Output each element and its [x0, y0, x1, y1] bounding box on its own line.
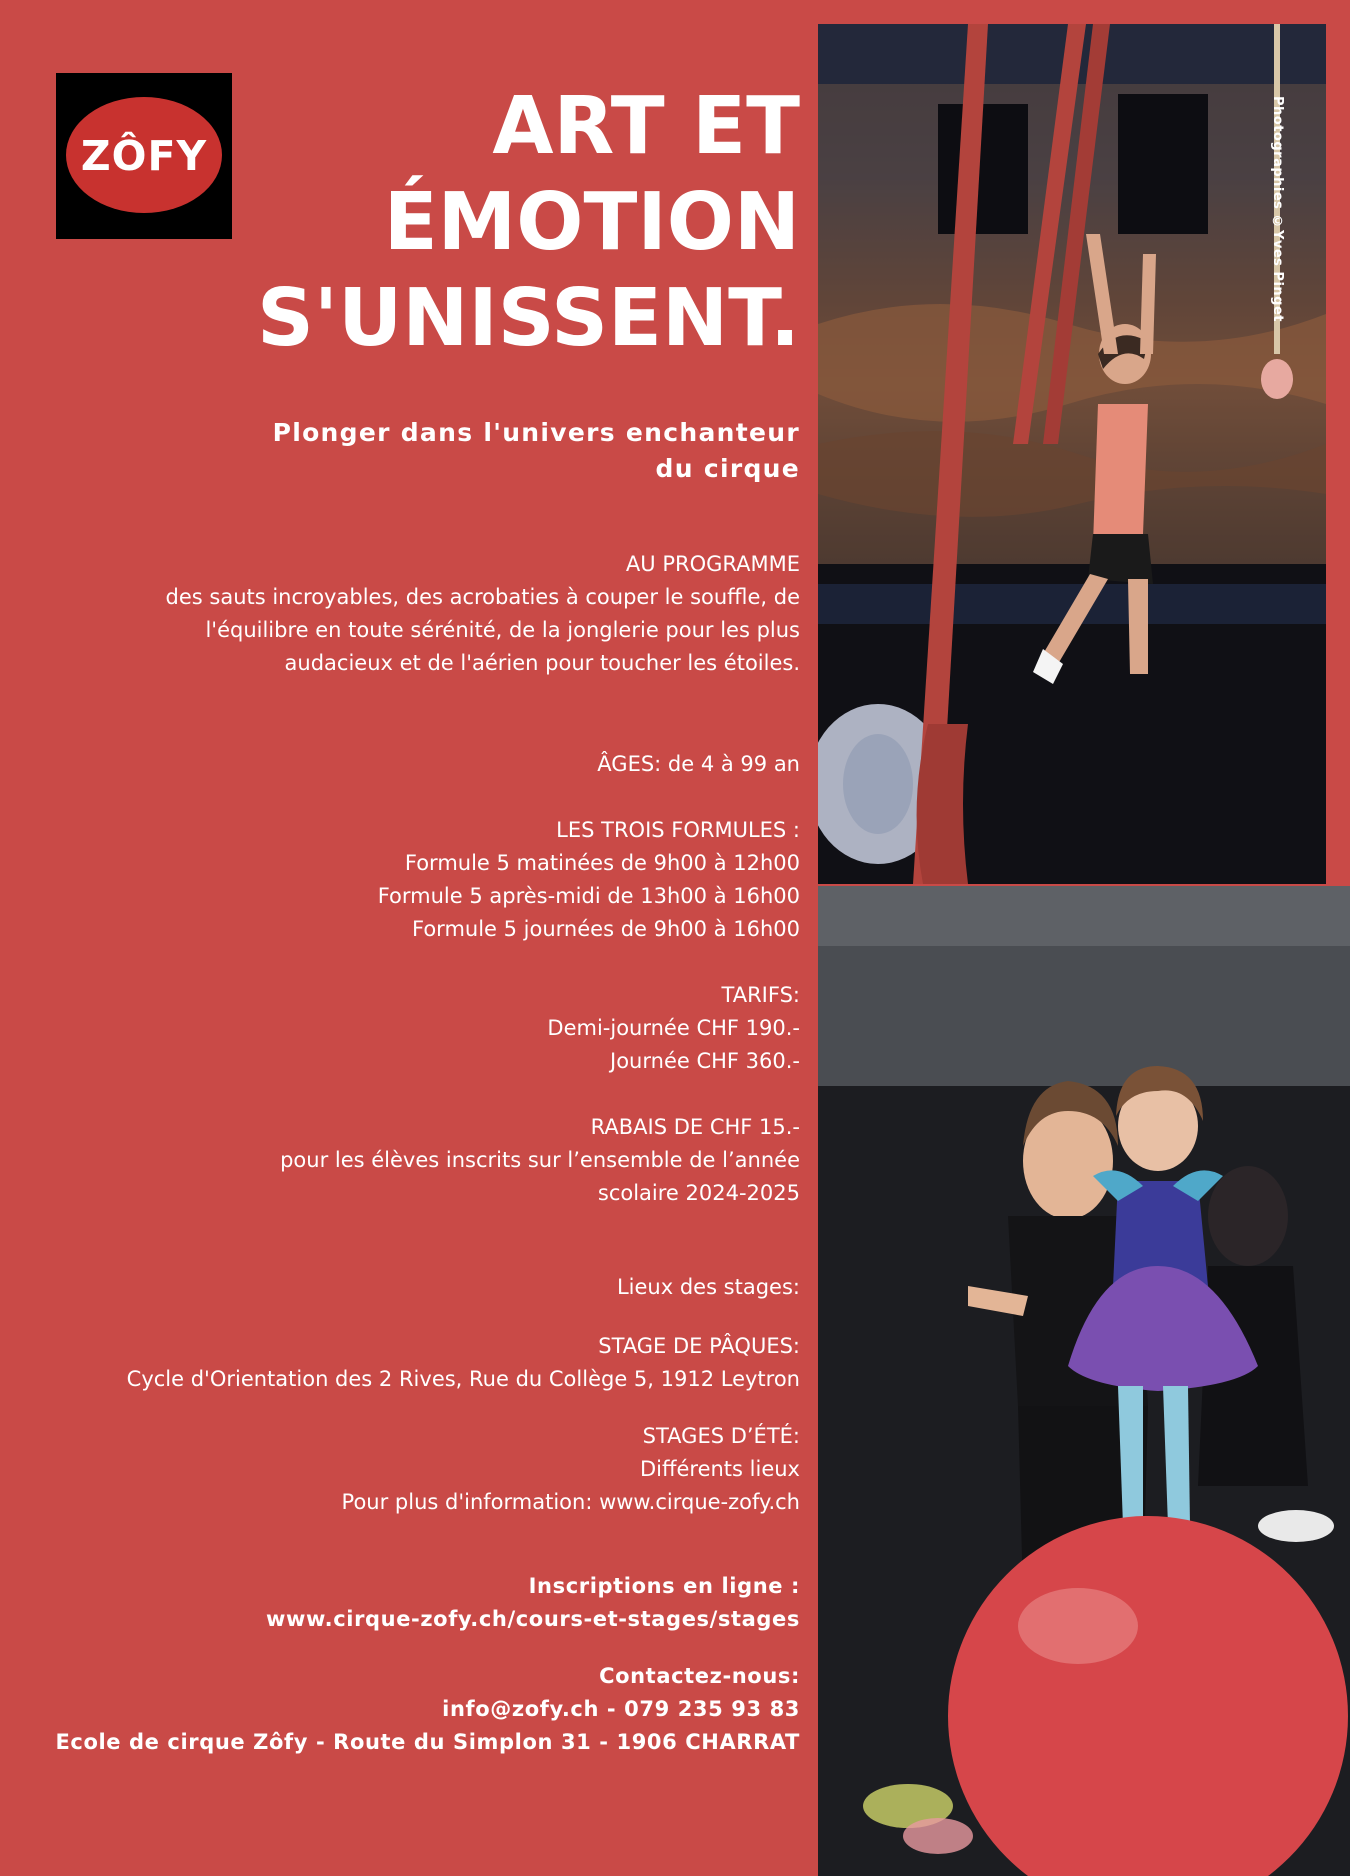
title-line-1: ART ET: [492, 80, 800, 172]
title-line-3: S'UNISSENT.: [257, 272, 800, 364]
inscriptions-heading: Inscriptions en ligne :: [528, 1574, 800, 1598]
lieux-heading: Lieux des stages:: [616, 1275, 800, 1299]
programme-section: [40, 548, 800, 680]
contact-address: Ecole de cirque Zôfy - Route du Simplon 31 - 1906 CHARRAT: [55, 1730, 800, 1754]
inscriptions-link[interactable]: www.cirque-zofy.ch/cours-et-stages/stages: [265, 1607, 800, 1631]
lieux-section: [40, 1271, 800, 1304]
rabais-heading: RABAIS DE CHF 15.-: [590, 1115, 800, 1139]
tarif-item: Journée CHF 360.-: [610, 1049, 800, 1073]
page-title: [180, 78, 800, 366]
inscriptions-section: [40, 1570, 800, 1636]
formules-heading: LES TROIS FORMULES :: [556, 818, 800, 842]
rabais-line-1: pour les élèves inscrits sur l’ensemble de l’année: [280, 1148, 800, 1172]
tarifs-heading: TARIFS:: [721, 983, 800, 1007]
ete-line-1: Différents lieux: [640, 1457, 800, 1481]
formule-item: Formule 5 journées de 9h00 à 16h00: [412, 917, 800, 941]
subtitle: [180, 415, 800, 487]
ete-line-2[interactable]: Pour plus d'information: www.cirque-zofy.ch: [341, 1490, 800, 1514]
photo-ball-illustration: [818, 886, 1350, 1876]
contact-section: [40, 1660, 800, 1759]
programme-text: des sauts incroyables, des acrobaties à couper le souffle, de l'équilibre en toute sérénité, de la jonglerie pour les plus audacieux et de l'aérien pour toucher les étoiles.: [165, 585, 800, 675]
formule-item: Formule 5 après-midi de 13h00 à 16h00: [377, 884, 800, 908]
tarif-item: Demi-journée CHF 190.-: [547, 1016, 800, 1040]
ages-section: [40, 748, 800, 781]
programme-heading: AU PROGRAMME: [625, 552, 800, 576]
photo-aerial-illustration: [818, 24, 1326, 884]
formule-item: Formule 5 matinées de 9h00 à 12h00: [404, 851, 800, 875]
title-line-2: ÉMOTION: [383, 176, 800, 268]
subtitle-line-1: Plonger dans l'univers enchanteur: [272, 418, 800, 447]
tarifs-section: [40, 979, 800, 1078]
formules-section: [40, 814, 800, 946]
contact-heading: Contactez-nous:: [599, 1664, 800, 1688]
photo-child-on-ball: [818, 886, 1350, 1876]
ages-text: ÂGES: de 4 à 99 an: [597, 752, 800, 776]
ete-heading: STAGES D’ÉTÉ:: [642, 1424, 800, 1448]
paques-address: Cycle d'Orientation des 2 Rives, Rue du Collège 5, 1912 Leytron: [126, 1367, 800, 1391]
paques-heading: STAGE DE PÂQUES:: [598, 1334, 800, 1358]
ete-section: [40, 1420, 800, 1519]
rabais-line-2: scolaire 2024-2025: [597, 1181, 800, 1205]
rabais-section: [40, 1111, 800, 1210]
paques-section: [40, 1330, 800, 1396]
photo-credit: Photographies ©Yves Pinget: [1270, 96, 1285, 322]
photo-aerial-silks: [818, 24, 1326, 884]
contact-email-phone[interactable]: info@zofy.ch - 079 235 93 83: [442, 1697, 800, 1721]
logo-text: ZÔFY: [80, 132, 208, 180]
subtitle-line-2: du cirque: [655, 454, 800, 483]
